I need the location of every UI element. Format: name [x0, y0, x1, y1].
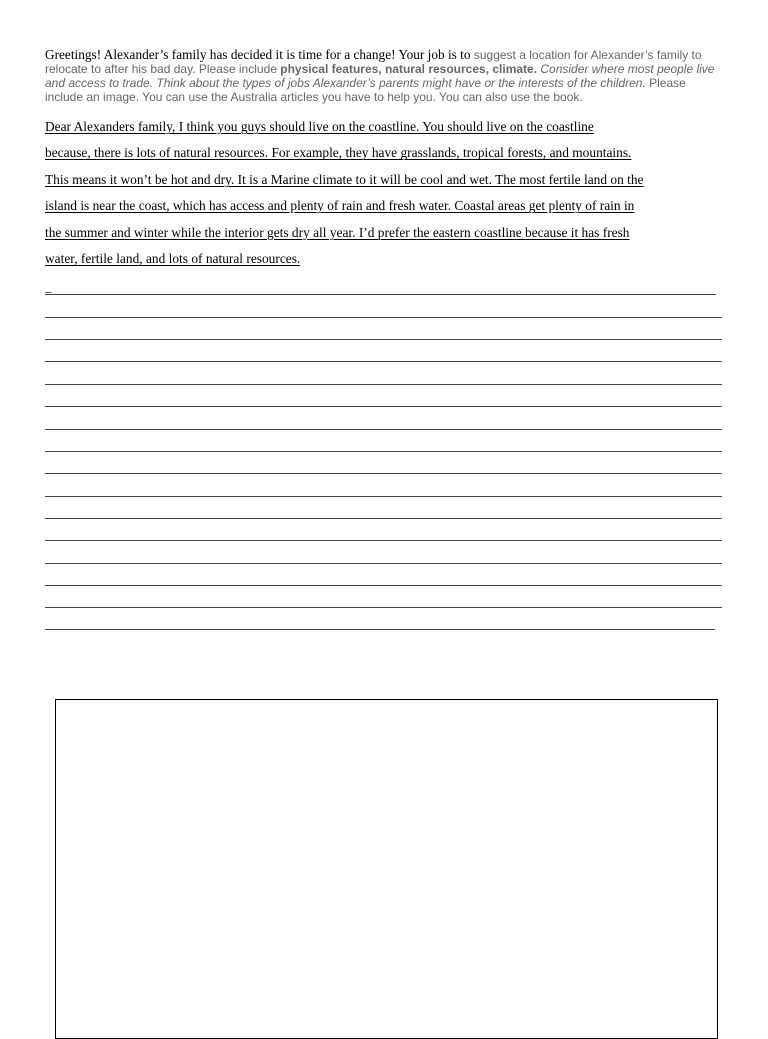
prompt-closing: Please include an image. You can use the Australia articles you have to help you. You can also use the book.: [45, 76, 686, 104]
answer-line-text: Dear Alexanders family, I think you guys should live on the coastline. You should live on the coastline: [45, 119, 594, 134]
writing-line[interactable]: [45, 406, 722, 407]
answer-line-text: the summer and winter while the interior gets dry all year. I’d prefer the eastern coastline because it has fresh: [45, 224, 630, 240]
prompt-consider: Consider where most people live and access to trade. Think about the types of jobs Alexander’s parents might have or the interests of the children.: [45, 62, 715, 90]
writing-line[interactable]: [45, 563, 722, 564]
writing-line[interactable]: [45, 429, 722, 430]
answer-line-text: water, fertile land, and lots of natural resources.: [45, 250, 301, 266]
assignment-prompt: [45, 48, 725, 104]
answer-line: [45, 143, 735, 169]
trailing-mark: _: [45, 279, 52, 294]
student-answer: [45, 117, 735, 275]
writing-line[interactable]: [45, 473, 722, 474]
writing-line[interactable]: [45, 585, 722, 586]
writing-line[interactable]: [45, 451, 722, 452]
answer-line: [45, 196, 735, 222]
prompt-task: suggest a location for Alexander’s family to relocate to after his bad day. Please include: [45, 48, 702, 76]
answer-line: [45, 117, 735, 143]
writing-line[interactable]: [45, 540, 722, 541]
prompt-intro: Greetings! Alexander’s family has decided it is time for a change! Your job is to: [45, 47, 471, 62]
writing-line[interactable]: [45, 361, 722, 362]
answer-line-text: This means it won’t be hot and dry. It is a Marine climate to it will be cool and wet. The most fertile land on the: [45, 171, 644, 187]
writing-line[interactable]: [45, 339, 722, 340]
writing-line[interactable]: [45, 384, 722, 385]
answer-line: [45, 170, 735, 196]
prompt-requirements: physical features, natural resources, climate.: [280, 62, 538, 76]
writing-line[interactable]: [45, 629, 715, 630]
writing-line[interactable]: [45, 317, 722, 318]
answer-line: [45, 223, 735, 249]
answer-line-text: island is near the coast, which has access and plenty of rain and fresh water. Coastal areas get plenty of rain in: [45, 198, 635, 214]
writing-line[interactable]: [45, 496, 722, 497]
answer-line-text: because, there is lots of natural resources. For example, they have grasslands, tropical forests, and mountains.: [45, 145, 632, 161]
image-box[interactable]: [55, 699, 718, 1039]
answer-line: [45, 249, 735, 275]
writing-line[interactable]: [45, 607, 722, 608]
writing-line[interactable]: [45, 518, 722, 519]
